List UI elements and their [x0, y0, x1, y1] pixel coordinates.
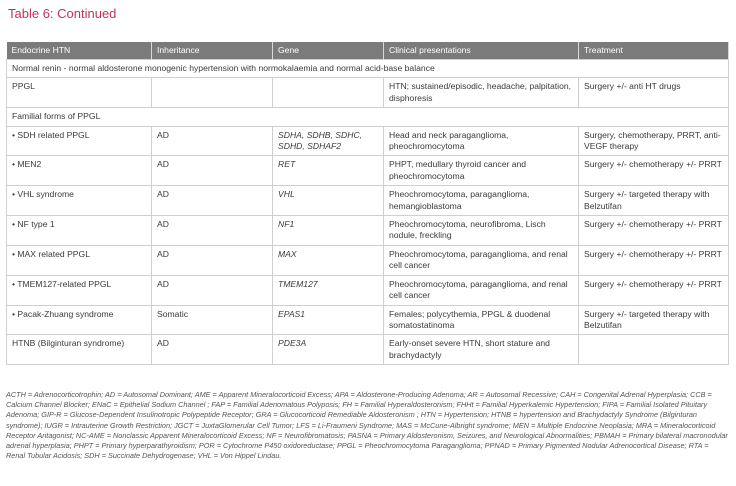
endocrine-htn-table: [6, 42, 729, 365]
cell-gene: TMEM127: [273, 275, 384, 305]
header-row: [7, 42, 729, 60]
header-clinical: Clinical presentations: [384, 42, 579, 60]
header-inheritance: Inheritance: [152, 42, 273, 60]
cell-name: • VHL syndrome: [7, 186, 152, 216]
cell-treatment: Surgery +/- chemotherapy +/- PRRT: [579, 275, 729, 305]
cell-inheritance: AD: [152, 216, 273, 246]
cell-name: • SDH related PPGL: [7, 126, 152, 156]
cell-treatment: [579, 335, 729, 365]
cell-gene: NF1: [273, 216, 384, 246]
cell-inheritance: AD: [152, 186, 273, 216]
table-row: [7, 156, 729, 186]
section-familial-ppgl: Familial forms of PPGL: [7, 108, 729, 126]
cell-name: • MAX related PPGL: [7, 245, 152, 275]
cell-gene: MAX: [273, 245, 384, 275]
cell-name: • NF type 1: [7, 216, 152, 246]
cell-gene: SDHA, SDHB, SDHC, SDHD, SDHAF2: [273, 126, 384, 156]
cell-clinical: Pheochromocytoma, paraganglioma, and renal cell cancer: [384, 245, 579, 275]
cell-clinical: Early-onset severe HTN, short stature and brachydactyly: [384, 335, 579, 365]
cell-clinical: HTN; sustained/episodic, headache, palpitation, disphoresis: [384, 78, 579, 108]
cell-treatment: Surgery +/- chemotherapy +/- PRRT: [579, 245, 729, 275]
cell-inheritance: AD: [152, 156, 273, 186]
header-gene: Gene: [273, 42, 384, 60]
table-row: [7, 126, 729, 156]
cell-treatment: Surgery +/- targeted therapy with Belzutifan: [579, 305, 729, 335]
cell-gene: VHL: [273, 186, 384, 216]
cell-inheritance: AD: [152, 275, 273, 305]
cell-name: • Pacak-Zhuang syndrome: [7, 305, 152, 335]
cell-name: • TMEM127-related PPGL: [7, 275, 152, 305]
cell-treatment: Surgery, chemotherapy, PRRT, anti-VEGF therapy: [579, 126, 729, 156]
table-row: [7, 275, 729, 305]
cell-inheritance: AD: [152, 126, 273, 156]
table-row: [7, 245, 729, 275]
cell-inheritance: [152, 78, 273, 108]
header-endocrine-htn: Endocrine HTN: [7, 42, 152, 60]
cell-gene: RET: [273, 156, 384, 186]
cell-clinical: Head and neck paraganglioma, pheochromocytoma: [384, 126, 579, 156]
cell-treatment: Surgery +/- chemotherapy +/- PRRT: [579, 216, 729, 246]
cell-clinical: PHPT, medullary thyroid cancer and pheochromocytoma: [384, 156, 579, 186]
cell-gene: PDE3A: [273, 335, 384, 365]
cell-inheritance: AD: [152, 335, 273, 365]
table-row: [7, 78, 729, 108]
cell-name: • MEN2: [7, 156, 152, 186]
cell-clinical: Females; polycythemia, PPGL & duodenal somatostatinoma: [384, 305, 579, 335]
section-normal-renin: Normal renin - normal aldosterone monogenic hypertension with normokalaemia and normal acid-base balance: [7, 60, 729, 78]
table-row: [7, 305, 729, 335]
cell-clinical: Pheochromocytoma, paraganglioma, and renal cell cancer: [384, 275, 579, 305]
cell-inheritance: Somatic: [152, 305, 273, 335]
cell-clinical: Pheochromocytoma, paraganglioma, hemangioblastoma: [384, 186, 579, 216]
header-treatment: Treatment: [579, 42, 729, 60]
cell-gene: [273, 78, 384, 108]
table-row: [7, 186, 729, 216]
section-row: [7, 60, 729, 78]
cell-name: HTNB (Bilginturan syndrome): [7, 335, 152, 365]
table-row: [7, 335, 729, 365]
section-row: [7, 108, 729, 126]
cell-name: PPGL: [7, 78, 152, 108]
cell-treatment: Surgery +/- targeted therapy with Belzutifan: [579, 186, 729, 216]
table-row: [7, 216, 729, 246]
cell-clinical: Pheochromocytoma, neurofibroma, Lisch nodule, freckling: [384, 216, 579, 246]
table-title: Table 6: Continued: [8, 6, 117, 21]
cell-treatment: Surgery +/- anti HT drugs: [579, 78, 729, 108]
abbreviations-footnote: ACTH = Adrenocorticotrophin; AD = Autosomal Dominant; AME = Apparent Mineralocorticoid Excess; APA = Aldosterone-Producing Adenoma; AR = Autosomal Recessive; CAH = Congenital Adrenal Hyperplasia; CCB = Calcium Channel Blocker; ENaC = Epithelial Sodium Channel ; FAP = Familial Adenomatous Polyposis; FH = Familial Hyperaldosteronism; FHHt = Familial Hyperkalemic Hypertension; FIPA = Familial Isolated Pituitary Adenoma; GIP-R = Glucose-Dependent Insulinotropic Polypeptide Receptor; GRA = Glucocorticoid Remediable Aldosteronism ; HTN = Hypertension; HTNB = hypertension and Brachydactyly Syndrome (Bilginturan syndrome); IUGR = Intrauterine Growth Restriction; JGCT = JuxtaGlomerular Cell Tumor; LFS = Li-Fraumeni Syndrome; MAS = McCune-Albright syndrome; MEN = Multiple Endocrine Neoplasia; MRA = Mineralocorticoid Receptor Antagonist; NC-AME = Nonclassic Apparent Mineralocorticoid Excess; NF = Neurofibromatosis; PASNA = Primary Aldosteronism, Seizures, and Neurological Abnormalities; PBMAH = Primary bilateral macronodular adrenal hyperplasia; PHPT = Primary hyperparathyroidism; POR = Cytochrome P450 oxidoreductase; PPGL = Pheochromocytoma Paraganglioma; PPNAD = Primary Pigmented Nodular Adrenocortical Disease; RTA = Renal Tubular Acidosis; SDH = Succinate Dehydrogenase; VHL = Von Hippel Lindau.: [6, 390, 728, 461]
cell-gene: EPAS1: [273, 305, 384, 335]
cell-inheritance: AD: [152, 245, 273, 275]
cell-treatment: Surgery +/- chemotherapy +/- PRRT: [579, 156, 729, 186]
